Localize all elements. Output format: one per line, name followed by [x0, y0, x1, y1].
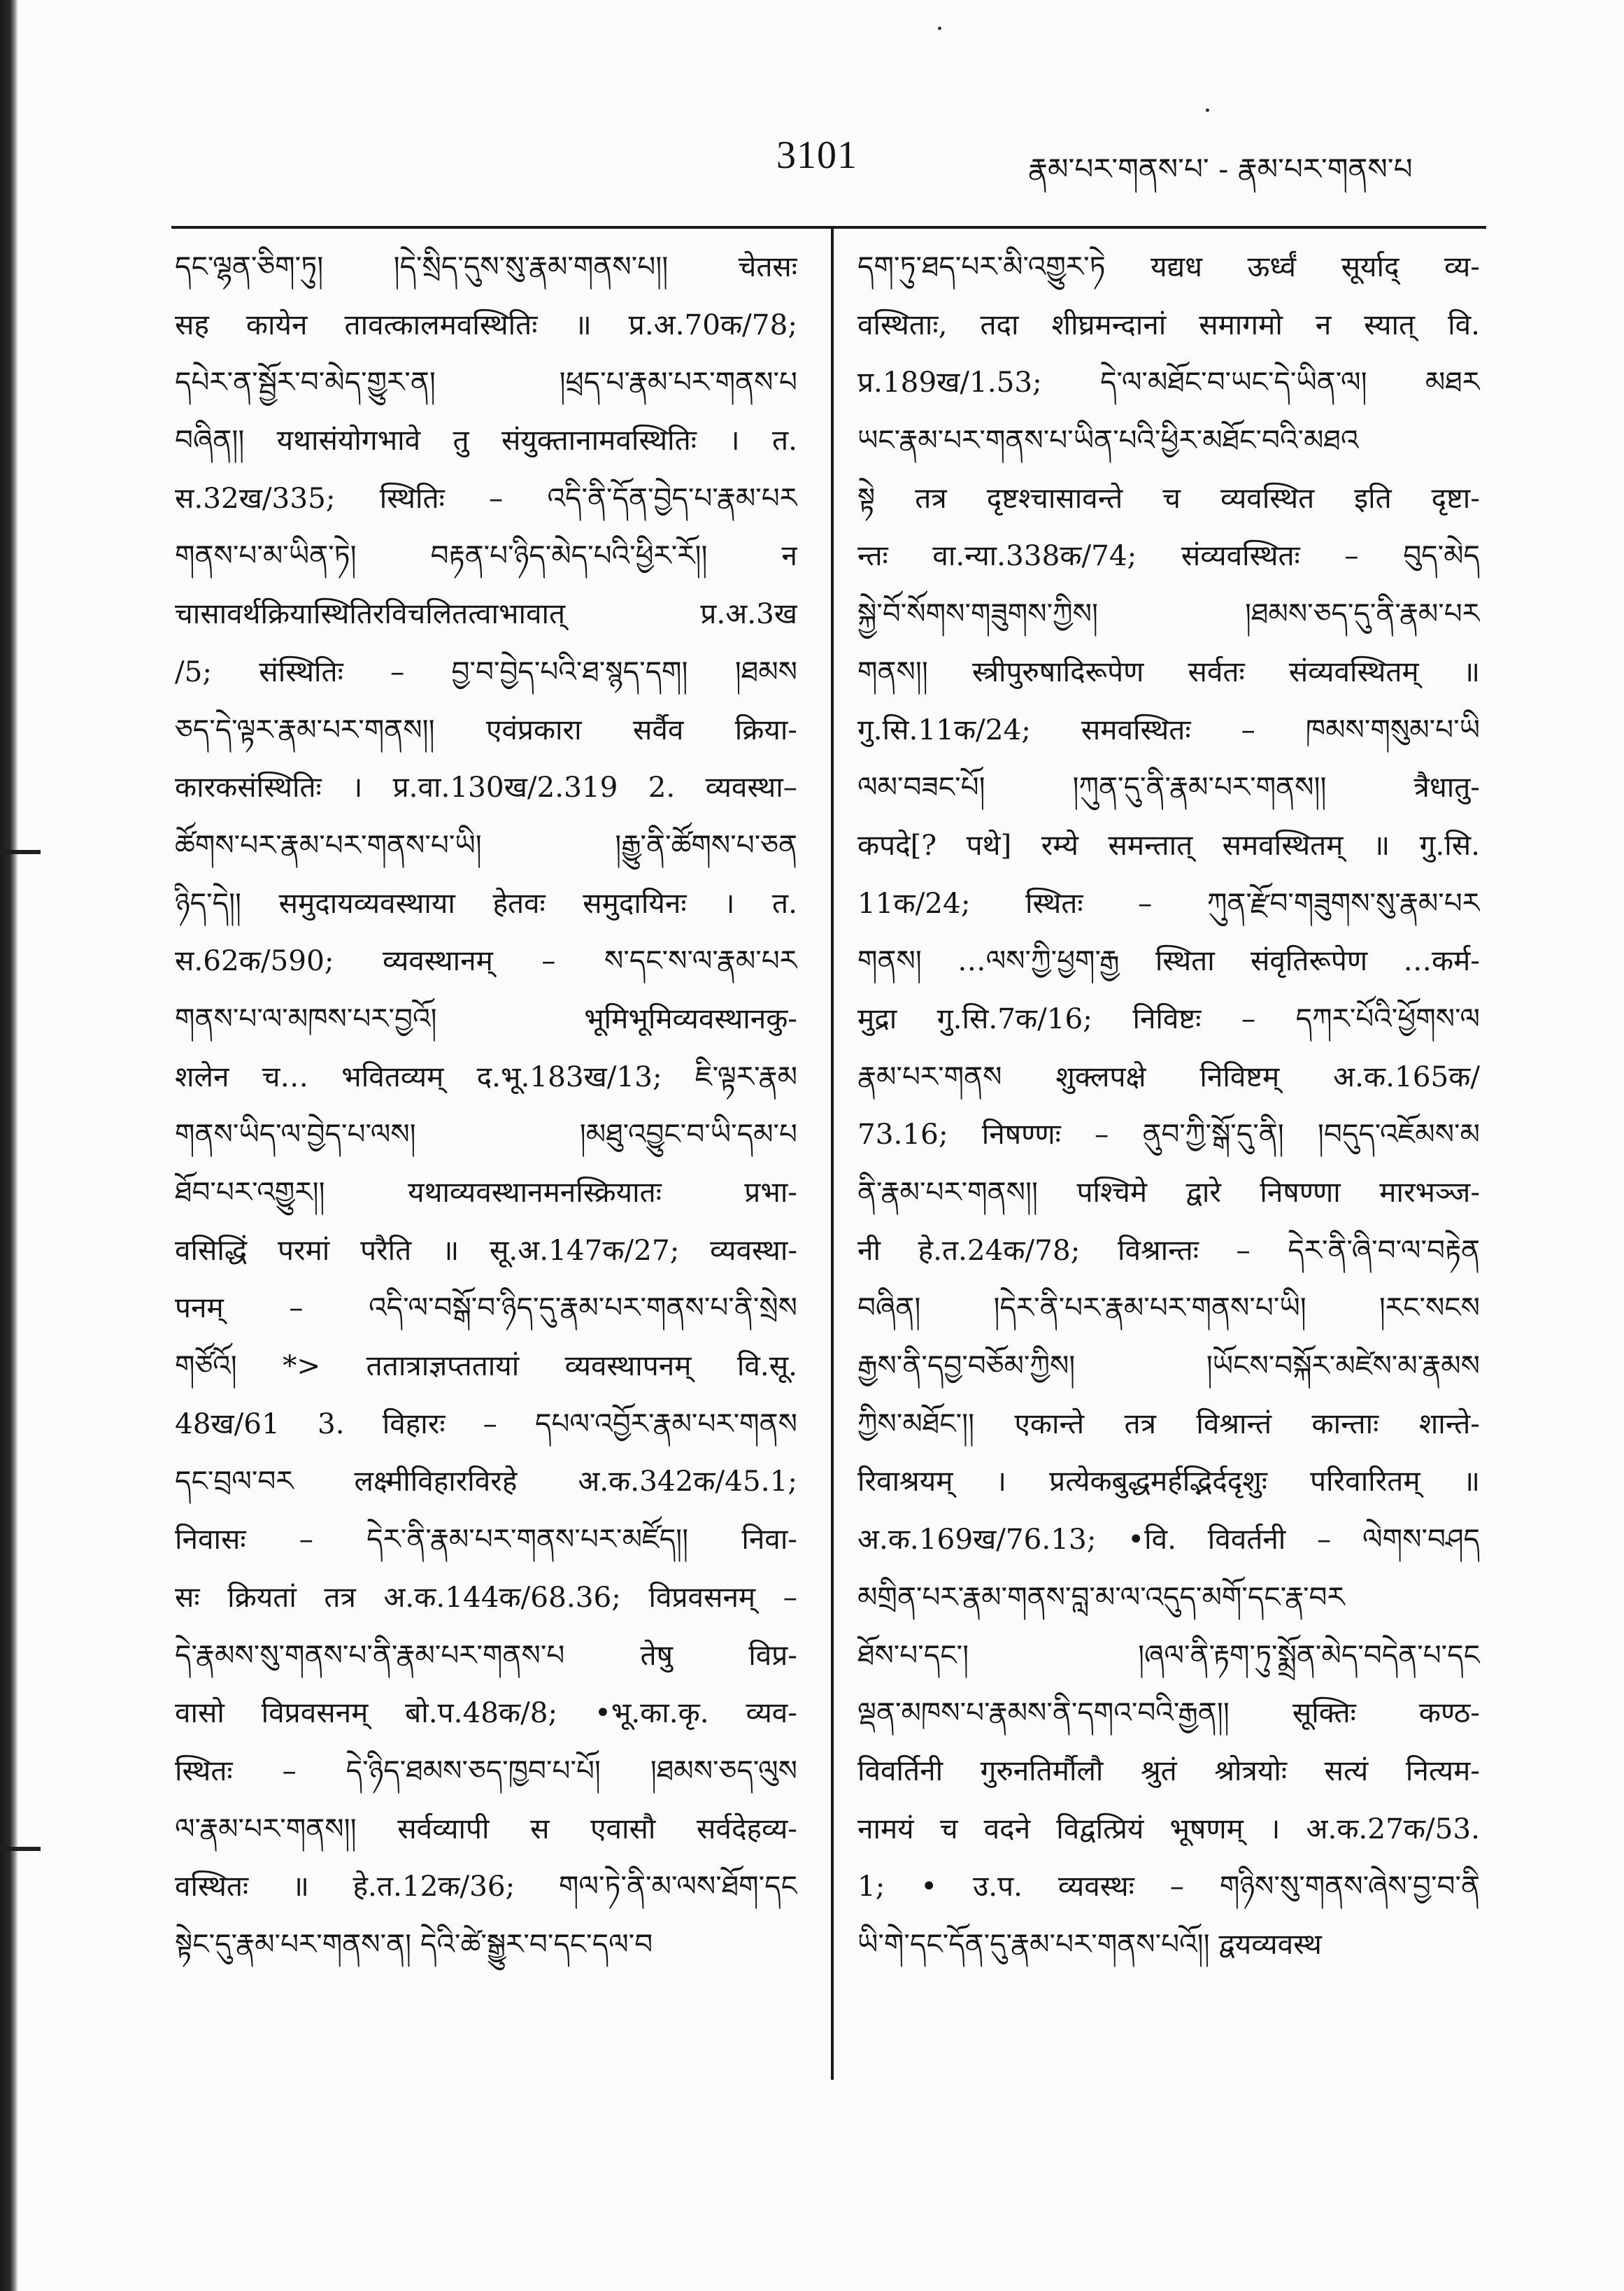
text-line: དེ་རྣམས་སུ་གནས་པ་ནི་རྣམ་པར་གནས་པ तेषु विप्र- [175, 1638, 797, 1672]
text-line: नामयं च वदने विद्वत्प्रियं भूषणम् । अ.क.27क/53. [857, 1811, 1480, 1845]
text-line: सः क्रियतां तत्र अ.क.144क/68.36; विप्रवसनम् – [175, 1580, 797, 1614]
text-line: सह कायेन तावत्कालमवस्थितिः ॥ प्र.अ.70क/78; [175, 307, 797, 341]
binding-mark [0, 1847, 41, 1851]
text-line: ལམ་བཟང་པོ། །ཀུན་དུ་ནི་རྣམ་པར་གནས།། त्रैधातु- [857, 770, 1480, 804]
text-line: སྐྱེ་བོ་སོགས་གཟུགས་ཀྱིས། །ཐམས་ཅད་དུ་ནི་རྣམ་པར [857, 597, 1480, 631]
text-line: སྟེ तत्र दृष्टश्चासावन्ते च व्यवस्थित इति दृष्टा- [857, 481, 1480, 515]
running-head: རྣམ་པར་གནས་པ་ - རྣམ་པར་གནས་པ [1028, 152, 1413, 186]
text-line: स.62क/590; व्यवस्थानम् – ས་དང་ས་ལ་རྣམ་པར [175, 944, 797, 978]
text-line: གནས་པ་ལ་མཁས་པར་བྱའོ། भूमिभूमिव्यवस्थानकु- [175, 1001, 797, 1035]
text-line: कारकसंस्थितिः । प्र.वा.130ख/2.319 2. व्यवस्था– [175, 770, 797, 804]
text-line: ཡང་རྣམ་པར་གནས་པ་ཡིན་པའི་ཕྱིར་མཐོང་བའི་མཐའ [857, 423, 1359, 458]
text-line: གནས་པ་མ་ཡིན་ཏེ། བརྟན་པ་ཉིད་མེད་པའི་ཕྱིར་རོ།། न [175, 539, 797, 573]
text-line: གནས།། स्त्रीपुरुषादिरूपेण सर्वतः संव्यवस्थितम् ॥ [857, 654, 1480, 688]
text-line: रिवाश्रयम् । प्रत्येकबुद्धमर्हद्भिर्ददृशुः परिवारितम् ॥ [857, 1464, 1480, 1498]
text-line: चासावर्थक्रियास्थितिरविचलितत्वाभावात् प्र.अ.3ख [175, 597, 797, 631]
text-line: वस्थिताः, तदा शीघ्रमन्दानां समागमो न स्यात् वि. [857, 307, 1480, 341]
text-line: स्थितः – དེ་ཉིད་ཐམས་ཅད་ཁྱབ་པ་པོ། །ཐམས་ཅད་ལུས [175, 1753, 797, 1787]
print-speck [1206, 108, 1209, 112]
header-rule [171, 226, 1486, 229]
text-line: གནས། …ལས་ཀྱི་ཕྱག་རྒྱ स्थिता संवृतिरूपेण …कर्म- [857, 944, 1480, 978]
text-line: ཀྱིས་མཐོང་།། एकान्ते तत्र विश्रान्तं कान्ताः शान्ते- [857, 1406, 1480, 1440]
text-line: དང་ལྷན་ཅིག་ཏུ། །དེ་སྲིད་དུས་སུ་རྣམ་གནས་པ།། चेतसः [175, 250, 797, 283]
column-divider [831, 226, 834, 2080]
text-line: མགྲིན་པར་རྣམ་གནས་བླ་མ་ལ་འདུད་མགོ་དང་རྣ་བར [857, 1580, 1345, 1614]
text-line: གནས་ཡིད་ལ་བྱེད་པ་ལས། །མཐུ་འབྱུང་བ་ཡི་དམ་པ [175, 1117, 797, 1151]
page-header [161, 125, 1539, 187]
text-line: དང་བྲལ་བར लक्ष्मीविहारविरहे अ.क.342क/45.1; [175, 1464, 797, 1498]
text-line: བཞིན།། यथासंयोगभावे तु संयुक्तानामवस्थितिः । त. [175, 423, 797, 458]
text-line: 11क/24; स्थितः – ཀུན་རྫོབ་གཟུགས་སུ་རྣམ་པར [857, 886, 1480, 920]
text-line: 1; • उ.प. व्यवस्थः – གཉིས་སུ་གནས་ཞེས་བྱ་བ་ནི [857, 1869, 1480, 1903]
text-line: निवासः – དེར་ནི་རྣམ་པར་གནས་པར་མཛོད།། निवा- [175, 1522, 797, 1556]
text-line: कपदे[? पथे] रम्ये समन्तात् समवस्थितम् ॥ गु.सि. [857, 828, 1480, 862]
binding-mark [0, 850, 41, 854]
text-line: /5; संस्थितिः – བྱ་བ་བྱེད་པའི་ཐ་སྙད་དག། །ཐམས [175, 654, 797, 688]
text-line: वस्थितः ॥ हे.त.12क/36; གལ་ཏེ་ནི་མ་ལས་ཐོག་དང [175, 1869, 797, 1903]
page-number: 3101 [776, 134, 857, 177]
text-line: न्तः वा.न्या.338क/74; संव्यवस्थितः – བུད་མེད [857, 539, 1480, 573]
text-line: मुद्रा गु.सि.7क/16; निविष्टः – དཀར་པོའི་ཕྱོགས་ལ [857, 1001, 1480, 1035]
text-line: 48ख/61 3. विहारः – དཔལ་འབྱོར་རྣམ་པར་གནས [175, 1406, 797, 1440]
text-line: བཞིན། །དེར་ནི་པར་རྣམ་པར་གནས་པ་ཡི། །རང་སངས [857, 1291, 1480, 1325]
text-line: विवर्तिनी गुरुनतिर्मौलौ श्रुतं श्रोत्रयोः सत्यं नित्यम- [857, 1753, 1480, 1787]
text-line: རྣམ་པར་གནས शुक्लपक्षे निविष्टम् अ.क.165क/ [857, 1059, 1480, 1093]
text-line: རྒྱས་ནི་དབྱ་བཅོམ་ཀྱིས། །ཡོངས་བསྐོར་མཛེས་མ་རྣམས [857, 1349, 1480, 1383]
text-line: वासो विप्रवसनम् बो.प.48क/8; •भू.का.कृ. व्यव- [175, 1696, 797, 1730]
text-line: ཚོགས་པར་རྣམ་པར་གནས་པ་ཡི། །རྒྱུ་ནི་ཚོགས་པ་ཅན [175, 828, 797, 862]
text-line: དག་ཏུ་ཐད་པར་མི་འགྱུར་ཏེ यद्यध ऊर्ध्वं सूर्याद् व्य- [857, 250, 1480, 283]
text-line: ཡི་གེ་དང་དོན་དུ་རྣམ་པར་གནས་པའོ།། द्वयव्यवस्थ [857, 1927, 1322, 1961]
page-binding-edge [0, 0, 18, 2291]
text-line: पनम् – འདི་ལ་བསྒོ་བ་ཉིད་དུ་རྣམ་པར་གནས་པ་ནི་སྲེས [175, 1291, 797, 1325]
text-line: ལ་རྣམ་པར་གནས།། सर्वव्यापी स एवासौ सर्वदेहव्य- [175, 1811, 797, 1845]
text-line: नी हे.त.24क/78; विश्रान्तः – དེར་ནི་ཞི་བ་ལ་བརྟེན [857, 1233, 1480, 1267]
text-line: स.32ख/335; स्थितिः – འདི་ནི་དོན་བྱེད་པ་རྣམ་པར [175, 481, 797, 515]
text-line: वसिद्धिं परमां परैति ॥ सू.अ.147क/27; व्यवस्था- [175, 1233, 797, 1267]
text-line: अ.क.169ख/76.13; •वि. विवर्तनी – ལེགས་བཤད [857, 1522, 1480, 1556]
text-line: गु.सि.11क/24; समवस्थितः – ཁམས་གསུམ་པ་ཡི [857, 712, 1480, 746]
text-line: ལྡན་མཁས་པ་རྣམས་ནི་དགའ་བའི་རྒྱན།། सूक्तिः कण्ठ- [857, 1696, 1480, 1730]
print-speck [938, 27, 941, 30]
text-line: ཉིད་དེ།། समुदायव्यवस्थाया हेतवः समुदायिनः । त. [175, 886, 797, 920]
text-line: སྟེང་དུ་རྣམ་པར་གནས་ན། དེའི་ཚེ་སྒྱུར་བ་དང་དལ་བ [175, 1927, 653, 1961]
text-line: 73.16; निषण्णः – ནུབ་ཀྱི་སྒོ་དུ་ནི། །བདུད་འཇོམས་མ [857, 1117, 1480, 1151]
text-line: གཙོའོ། *> ततात्राज्ञप्ततायां व्यवस्थापनम् वि.सू. [175, 1349, 797, 1383]
text-line: ཅད་དེ་ལྟར་རྣམ་པར་གནས།། एवंप्रकारा सर्वैव क्रिया- [175, 712, 797, 746]
left-column [175, 238, 797, 1973]
right-column [857, 238, 1480, 1973]
text-line: प्र.189ख/1.53; དེ་ལ་མཐོང་བ་ཡང་དེ་ཡིན་ལ། མཐར [857, 365, 1480, 399]
text-line: ཐོས་པ་དང་། །ཞལ་ནི་རྟག་ཏུ་སྨྲོན་མེད་བདེན་པ་དང [857, 1638, 1480, 1672]
text-line: ནི་རྣམ་པར་གནས།། पश्चिमे द्वारे निषण्णा मारभञ्ज- [857, 1175, 1480, 1209]
text-line: དཔེར་ན་སྦྱོར་བ་མེད་གྱུར་ན། །ཕྲད་པ་རྣམ་པར་གནས་པ [175, 365, 797, 399]
text-line: ཐོབ་པར་འགྱུར།། यथाव्यवस्थानमनस्क्रियातः प्रभा- [175, 1175, 797, 1209]
text-line: शलेन च… भवितव्यम् द.भू.183ख/13; ཇི་ལྟར་རྣམ [175, 1059, 797, 1093]
